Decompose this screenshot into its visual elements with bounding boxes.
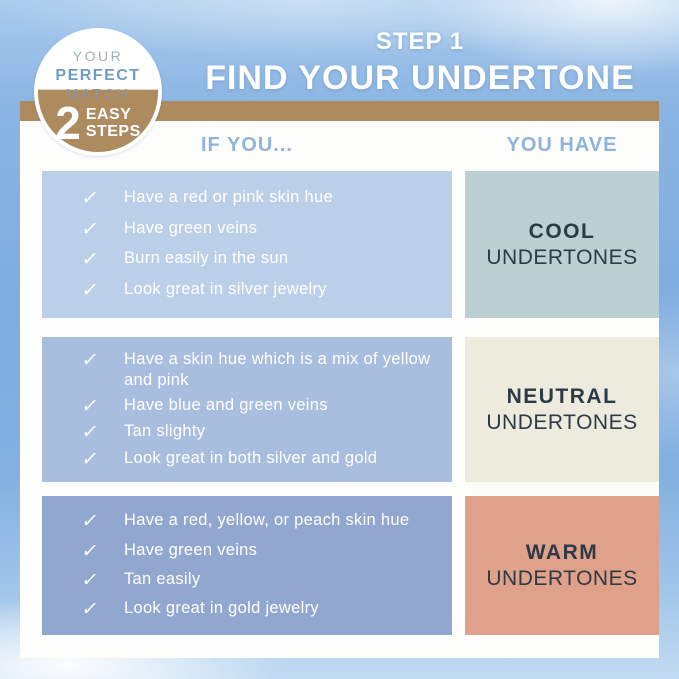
list-item	[42, 395, 452, 418]
criteria-text: Have a red or pink skin hue	[124, 187, 333, 206]
result-warm-undertones	[465, 496, 659, 635]
list-item	[42, 510, 452, 533]
criteria-text: Have green veins	[124, 540, 258, 559]
result-emphasis: COOL	[528, 219, 596, 243]
checkmark-icon: ✓	[80, 279, 100, 302]
headline	[160, 28, 679, 98]
checkmark-icon: ✓	[80, 510, 100, 533]
badge-line-perfect: PERFECT	[55, 66, 141, 84]
criteria-text: Have a skin hue which is a mix of yellow and pink	[124, 349, 431, 389]
list-item	[42, 218, 452, 241]
criteria-text: Look great in gold jewelry	[124, 598, 319, 617]
criteria-text: Burn easily in the sun	[124, 249, 289, 268]
criteria-text: Tan slighty	[124, 422, 206, 441]
criteria-text: Look great in silver jewelry	[124, 280, 327, 299]
badge-line-match: MATCH	[65, 85, 131, 103]
list-item	[42, 448, 452, 471]
criteria-text: Tan easily	[124, 569, 201, 588]
column-header-if-you: IF YOU...	[201, 134, 293, 156]
criteria-list-warm	[42, 496, 452, 635]
criteria-text: Have a red, yellow, or peach skin hue	[124, 511, 410, 530]
badge-easy-steps	[86, 106, 141, 141]
criteria-text: Have blue and green veins	[124, 395, 328, 414]
checkmark-icon: ✓	[80, 447, 100, 470]
badge-easy-label: EASY	[85, 105, 132, 123]
result-label: UNDERTONES	[486, 566, 638, 590]
column-header-you-have: YOU HAVE	[506, 134, 618, 156]
list-item	[42, 421, 452, 444]
checkmark-icon: ✓	[80, 539, 100, 562]
badge-brand-text	[34, 48, 162, 104]
list-item	[42, 187, 452, 210]
checkmark-icon: ✓	[80, 186, 100, 209]
list-item	[42, 349, 452, 392]
checkmark-icon: ✓	[80, 394, 100, 417]
badge-steps-label: STEPS	[85, 123, 141, 140]
checkmark-icon: ✓	[80, 421, 100, 444]
checkmark-icon: ✓	[80, 348, 100, 371]
badge-line-your: YOUR	[72, 48, 124, 64]
criteria-list-cool	[42, 171, 452, 318]
list-item	[42, 248, 452, 271]
result-label: UNDERTONES	[486, 410, 638, 434]
result-emphasis: NEUTRAL	[506, 384, 618, 408]
step-label: STEP 1	[375, 28, 465, 55]
result-label: UNDERTONES	[486, 245, 638, 269]
criteria-text: Have green veins	[124, 218, 258, 237]
page-title: FIND YOUR UNDERTONE	[205, 59, 635, 97]
badge-steps-text	[34, 97, 162, 149]
result-neutral-undertones	[465, 337, 659, 482]
perfect-match-badge	[34, 28, 162, 156]
checkmark-icon: ✓	[80, 597, 100, 620]
checkmark-icon: ✓	[80, 248, 100, 271]
result-cool-undertones	[465, 171, 659, 318]
list-item	[42, 279, 452, 302]
list-item	[42, 598, 452, 621]
badge-step-count: 2	[55, 97, 81, 149]
list-item	[42, 569, 452, 592]
criteria-list-neutral	[42, 337, 452, 482]
checkmark-icon: ✓	[80, 568, 100, 591]
content-card	[20, 97, 659, 658]
criteria-text: Look great in both silver and gold	[124, 448, 378, 467]
checkmark-icon: ✓	[80, 217, 100, 240]
list-item	[42, 540, 452, 563]
result-emphasis: WARM	[525, 540, 599, 564]
